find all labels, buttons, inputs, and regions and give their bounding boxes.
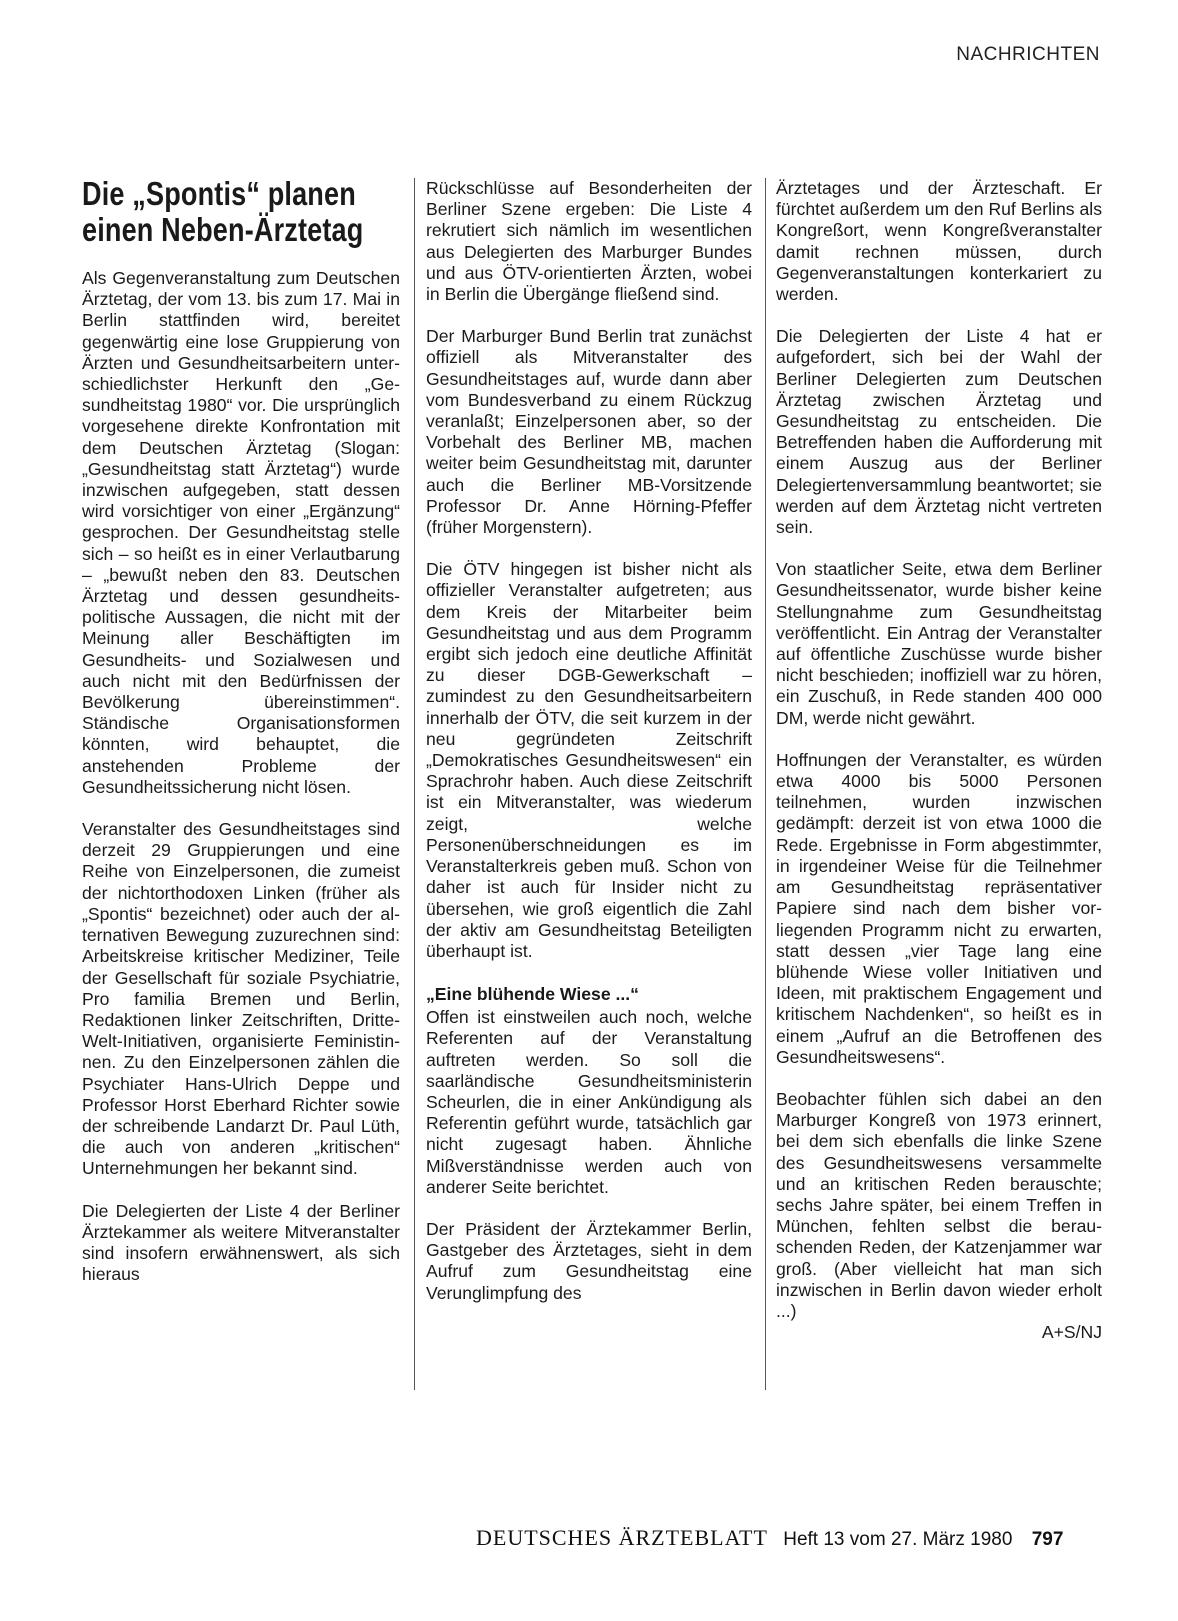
paragraph: Von staatlicher Seite, etwa dem Berliner Gesundheitssenator, wurde bisher keine Stellungnahme zum Gesundheitstag veröffentlicht. Ein Antrag der Veranstalter auf öffentliche Zuschüsse wurde bisher nicht beschieden; inoffiziell war zu hören, ein Zuschuß, in Rede standen 400 000 DM, werde nicht gewährt.: [776, 559, 1102, 728]
paragraph: Rückschlüsse auf Besonderheiten der Berliner Szene ergeben: Die Liste 4 rekrutiert sich nämlich im wesentlichen aus Delegierten des Marburger Bundes und aus ÖTV-orientierten Ärzten, wobei in Berlin die Übergänge fließend sind.: [426, 178, 752, 305]
paragraph: Ärztetages und der Ärzteschaft. Er fürchtet außerdem um den Ruf Berlins als Kongreßort, wenn Kongreßveranstalter damit rechnen müssen, durch Gegenveranstaltungen konterkariert zu werden.: [776, 178, 1102, 305]
section-label: NACHRICHTEN: [956, 44, 1100, 65]
paragraph: Veranstalter des Gesundheitstages sind derzeit 29 Gruppierungen und eine Reihe von Einzelpersonen, die zumeist der nichtorthodoxen Linken (früher als „Spontis“ bezeichnet) oder auch der alternativen Bewegung zuzurechnen sind: Arbeitskreise kritischer Mediziner, Teile der Gesellschaft für soziale Psychiatrie, Pro familia Bremen und Berlin, Redaktionen linker Zeitschriften, Dritte-Welt-Initiativen, organisierte Feministinnen. Zu den Einzelpersonen zählen die Psychiater Hans-Ulrich Deppe und Professor Horst Eberhard Richter sowie der schreibende Landarzt Dr. Paul Lüth, die auch von anderen „kritischen“ Unternehmungen her bekannt sind.: [82, 819, 400, 1179]
column-1: [82, 176, 400, 1306]
paragraph: Der Präsident der Ärztekammer Berlin, Gastgeber des Ärztetages, sieht in dem Aufruf zum Gesundheitstag eine Verunglimpfung des: [426, 1218, 752, 1303]
journal-name: DEUTSCHES ÄRZTEBLATT: [476, 1525, 768, 1550]
paragraph: Als Gegenveranstaltung zum Deutschen Ärztetag, der vom 13. bis zum 17. Mai in Berlin stattfinden wird, bereitet gegenwärtig eine lose Gruppierung von Ärzten und Gesundheitsarbeitern unterschiedlichster Herkunft den „Gesundheitstag 1980“ vor. Die ursprünglich vorgesehene direkte Konfrontation mit dem Deutschen Ärztetag (Slogan: „Gesundheitstag statt Ärztetag“) wurde inzwischen aufgegeben, statt dessen wird vorsichtiger von einer „Ergänzung“ gesprochen. Der Gesundheitstag stelle sich – so heißt es in einer Verlautbarung – „bewußt neben den 83. Deutschen Ärztetag und dessen gesundheitspolitische Aussagen, die nicht mit der Meinung aller Beschäftigten im Gesundheits- und Sozialwesen und auch nicht mit den Bedürfnissen der Bevölkerung übereinstimmen“. Ständische Organisationsformen könnten, wird behauptet, die anstehenden Probleme der Gesundheitssicherung nicht lösen.: [82, 268, 400, 797]
column-3: [776, 178, 1102, 1343]
column-rule: [765, 178, 766, 1390]
article-headline: Die „Spontis“ planen einen Neben-Ärztetag: [82, 175, 364, 248]
paragraph: Die Delegierten der Liste 4 hat er aufgefordert, sich bei der Wahl der Berliner Delegierten zum Deutschen Ärztetag zwischen Ärztetag und Gesundheitstag zu entscheiden. Die Betreffenden haben die Aufforderung mit einem Auszug aus der Berliner Delegiertenversammlung beantwortet; sie werden auf dem Ärztetag nicht vertreten sein.: [776, 326, 1102, 538]
column-rule: [414, 178, 415, 1390]
paragraph: Die ÖTV hingegen ist bisher nicht als offizieller Veranstalter aufgetreten; aus dem Kreis der Mitarbeiter beim Gesundheitstag und aus dem Programm ergibt sich jedoch eine deutliche Affinität zu dieser DGB-Gewerkschaft – zumindest zu den Gesundheitsarbeitern innerhalb der ÖTV, die seit kurzem in der neu gegründeten Zeitschrift „Demokratisches Gesundheitswesen“ ein Sprachrohr haben. Auch diese Zeitschrift ist ein Mitveranstalter, was wiederum zeigt, welche Personenüberschneidungen es im Veranstalterkreis geben muß. Schon von daher ist auch für Insider nicht zu übersehen, wie groß eigentlich die Zahl der aktiv am Gesundheitstag Beteiligten überhaupt ist.: [426, 559, 752, 961]
paragraph: Hoffnungen der Veranstalter, es würden etwa 4000 bis 5000 Personen teilnehmen, wurden inzwischen gedämpft: derzeit ist von etwa 1000 die Rede. Ergebnisse in Form abgestimmter, in irgendeiner Weise für die Teilnehmer am Gesundheitstag repräsentativer Papiere sind nach dem bisher vorliegenden Programm nicht zu erwarten, statt dessen „vier Tage lang eine blühende Wiese voller Initiativen und Ideen, mit praktischem Engagement und kritischem Nachdenken“, so heißt es in einem „Aufruf an die Betroffenen des Gesundheitswesens“.: [776, 749, 1102, 1067]
paragraph: Beobachter fühlen sich dabei an den Marburger Kongreß von 1973 erinnert, bei dem sich ebenfalls die linke Szene des Gesundheitswesens versammelte und an kritischen Reden berauschte; sechs Jahre später, bei einem Treffen in München, fehlten selbst die berauschenden Reden, der Katzenjammer war groß. (Aber vielleicht hat man sich inzwischen in Berlin davon wieder erholt ...): [776, 1088, 1102, 1321]
paragraph: Offen ist einstweilen auch noch, welche Referenten auf der Veranstaltung auftreten werden. So soll die saarländische Gesundheitsministerin Scheurlen, die in einer Ankündigung als Referentin geführt wurde, tatsächlich gar nicht zugesagt haben. Ähnliche Mißverständnisse werden auch von anderer Seite berichtet.: [426, 1007, 752, 1197]
paragraph: Die Delegierten der Liste 4 der Berliner Ärztekammer als weitere Mitveranstalter sind insofern erwähnenswert, als sich hieraus: [82, 1200, 400, 1285]
author-signature: A+S/NJ: [1041, 1322, 1102, 1343]
issue-info: Heft 13 vom 27. März 1980: [783, 1529, 1013, 1550]
subheading: „Eine blühende Wiese ...“: [426, 984, 639, 1005]
page-footer: [476, 1525, 1098, 1551]
paragraph: Der Marburger Bund Berlin trat zunächst offiziell als Mitveranstalter des Gesundheitstages auf, wurde dann aber vom Bundesverband zu einem Rückzug veranlaßt; Einzelpersonen aber, so der Vorbehalt des Berliner MB, machen weiter beim Gesundheitstag mit, darunter auch die Berliner MB-Vorsitzende Professor Dr. Anne Hörning-Pfeffer (früher Morgenstern).: [426, 326, 752, 538]
page-number: 797: [1031, 1529, 1064, 1550]
column-2: [426, 178, 752, 1325]
